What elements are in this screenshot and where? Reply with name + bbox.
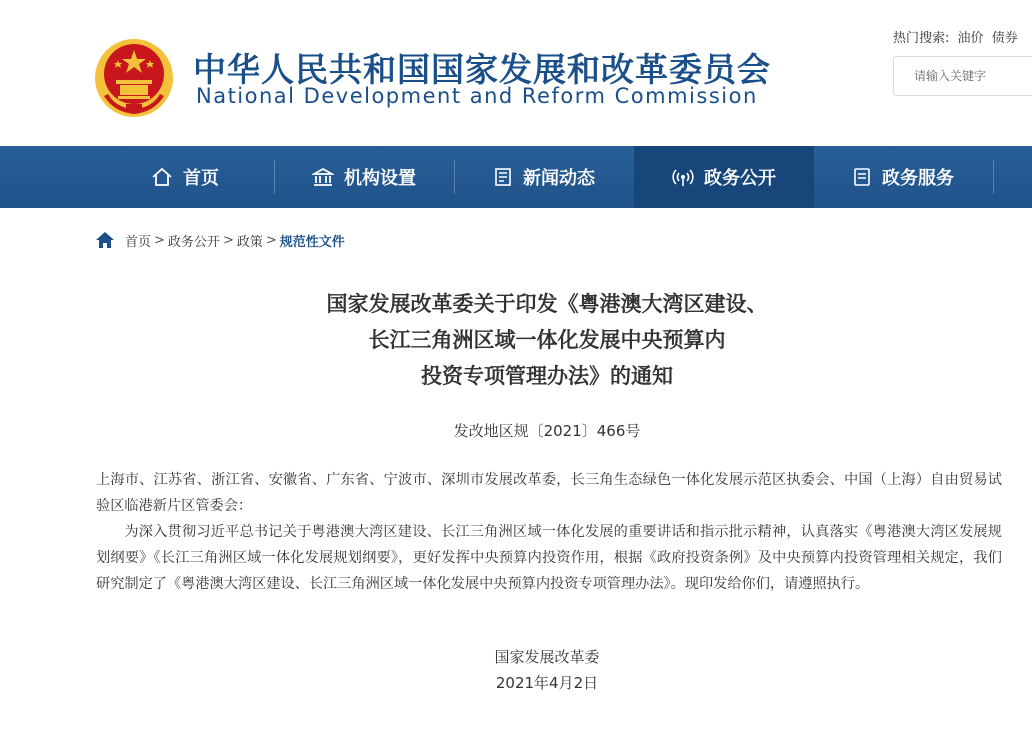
signature-organization: 国家发展改革委 <box>494 648 600 666</box>
breadcrumb-normative-documents[interactable]: 规范性文件 <box>279 234 345 250</box>
nav-item-home[interactable] <box>96 146 274 208</box>
signature-date: 2021年4月2日 <box>495 674 599 692</box>
article-signature <box>96 644 998 696</box>
breadcrumb-government-affairs[interactable]: 政务公开 <box>167 234 220 250</box>
nav-item-label: 机构设置 <box>344 168 416 189</box>
nav-item-label: 政务公开 <box>704 168 776 189</box>
nav-item-government-services[interactable] <box>814 146 992 208</box>
nav-item-organization[interactable] <box>275 146 453 208</box>
news-icon <box>493 167 513 187</box>
breadcrumb-separator: > <box>222 232 234 248</box>
home-icon <box>151 167 173 187</box>
hot-search <box>893 27 1018 46</box>
breadcrumb-separator: > <box>154 232 165 248</box>
nav-divider <box>993 160 994 194</box>
nav-item-news[interactable] <box>455 146 633 208</box>
article-recipients: 上海市、江苏省、浙江省、安徽省、广东省、宁波市、深圳市发展改革委，长三角生态绿色一体化发展示范区执委会、中国（上海）自由贸易试验区临港新片区管委会： <box>96 472 1002 514</box>
broadcast-icon <box>672 166 694 188</box>
building-icon <box>312 167 334 187</box>
breadcrumb-home[interactable]: 首页 <box>125 234 152 250</box>
hot-search-link[interactable]: 油价 <box>957 31 984 46</box>
nav-item-government-affairs[interactable] <box>634 146 814 208</box>
nav-item-label: 政务服务 <box>882 168 954 189</box>
article-body <box>96 467 1002 597</box>
site-name-english[interactable]: National Development and Reform Commission <box>196 84 758 108</box>
hot-search-link[interactable]: 债券 <box>991 31 1018 46</box>
article-title-line: 国家发展改革委关于印发《粤港澳大湾区建设、 <box>326 292 768 316</box>
main-nav <box>0 146 1032 208</box>
breadcrumb-separator: > <box>265 232 277 248</box>
search-box <box>893 56 1032 96</box>
home-icon[interactable] <box>95 231 115 249</box>
nav-item-label: 首页 <box>183 168 219 189</box>
nav-item-label: 新闻动态 <box>523 168 595 189</box>
article-title <box>96 286 998 394</box>
breadcrumb <box>95 230 345 250</box>
hot-search-label: 热门搜索: <box>893 31 950 46</box>
search-input[interactable] <box>894 57 1032 95</box>
article-title-line: 投资专项管理办法》的通知 <box>421 364 673 388</box>
national-emblem-logo[interactable] <box>94 38 174 118</box>
document-icon <box>852 167 872 187</box>
site-header <box>0 0 1032 146</box>
site-name-chinese[interactable]: 中华人民共和国国家发展和改革委员会 <box>193 50 771 89</box>
document-number: 发改地区规〔2021〕466号 <box>453 422 641 440</box>
breadcrumb-policy[interactable]: 政策 <box>236 234 263 250</box>
article-title-line: 长江三角洲区域一体化发展中央预算内 <box>368 328 726 352</box>
article-paragraph: 为深入贯彻习近平总书记关于粤港澳大湾区建设、长江三角洲区域一体化发展的重要讲话和指示批示精神，认真落实《粤港澳大湾区发展规划纲要》《长江三角洲区域一体化发展规划纲要》，更好发挥中央预算内投资作用，根据《政府投资条例》及中央预算内投资管理相关规定，我们研究制定了《粤港澳大湾区建设、长江三角洲区域一体化发展中央预算内投资专项管理办法》。现印发给你们，请遵照执行。 <box>96 524 1002 592</box>
